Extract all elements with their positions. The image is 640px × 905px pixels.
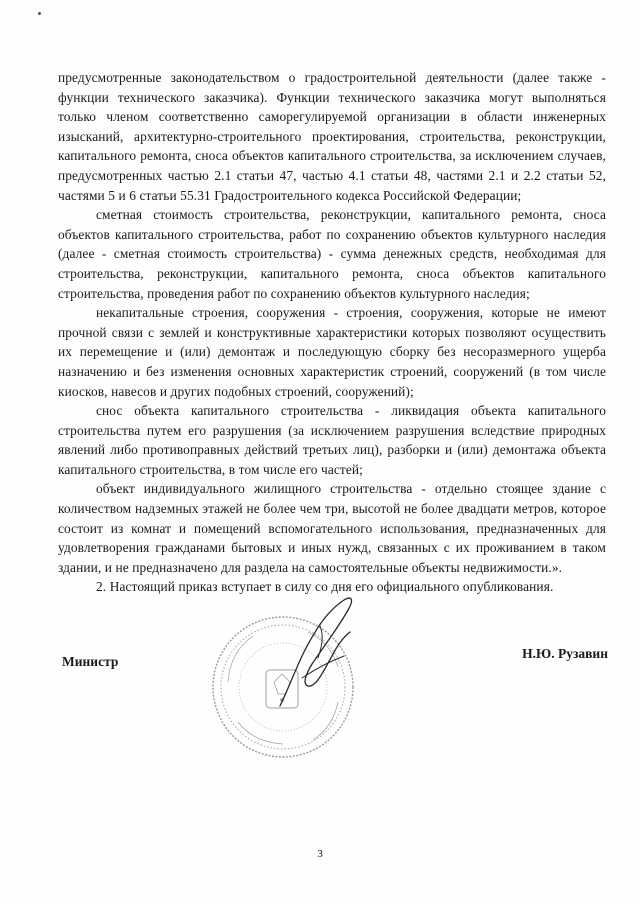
paragraph-non-capital-structures: некапитальные строения, сооружения - строения, сооружения, которые не имеют прочной связи с землей и конструктивные характеристики которых позволяют осуществить их перемещение и (или) демонтаж и последующую сборку без несоразмерного ущерба назначению и без изменения основных характеристик строений, сооружений (в том числе киосков, навесов и других подобных строений, сооружений); [58,305,606,399]
page-number: 3 [317,848,323,860]
paragraph-individual-housing: объект индивидуального жилищного строительства - отдельно стоящее здание с количеством надземных этажей не более чем три, высотой не более двадцати метров, которое состоит из комнат и помещений вспомогательного использования, предназначенных для удовлетворения гражданами бытовых и иных нужд, связанных с их проживанием в таком здании, и не предназначено для раздела на самостоятельные объекты недвижимости.». [58,481,606,575]
signer-name: Н.Ю. Рузавин [522,646,608,661]
paragraph-entry-into-force: 2. Настоящий приказ вступает в силу со дня его официального опубликования. [96,579,554,595]
body-text [58,68,606,597]
paragraph-demolition: снос объекта капитального строительства - ликвидация объекта капитального строительства путем его разрушения (за исключением разрушения вследствие природных явлений либо противоправных действий третьих лиц), разборки и (или) демонтажа объекта капитального строительства, в том числе его частей; [58,403,606,477]
paragraph-estimated-cost: сметная стоимость строительства, реконструкции, капитального ремонта, сноса объектов капитального строительства, работ по сохранению объектов культурного наследия (далее - сметная стоимость строительства) - сумма денежных средств, необходимая для строительства, реконструкции, капитального ремонта, сноса объектов капитального строительства, проведения работ по сохранению объектов культурного наследия; [58,207,606,301]
handwritten-signature-icon [262,586,372,716]
signer-position: Министр [62,654,119,669]
paragraph-technical-customer: предусмотренные законодательством о градостроительной деятельности (далее также - функции технического заказчика). Функции технического заказчика могут выполняться только членом соответственно саморегулируемой организации в области инженерных изысканий, архитектурно-строительного проектирования, строительства, реконструкции, капитального ремонта, сноса объектов капитального строительства, за исключением случаев, предусмотренных частью 2.1 статьи 47, частью 4.1 статьи 48, частями 2.1 и 2.2 статьи 52, частями 5 и 6 статьи 55.31 Градостроительного кодекса Российской Федерации; [58,70,606,203]
scan-speck [38,12,41,15]
